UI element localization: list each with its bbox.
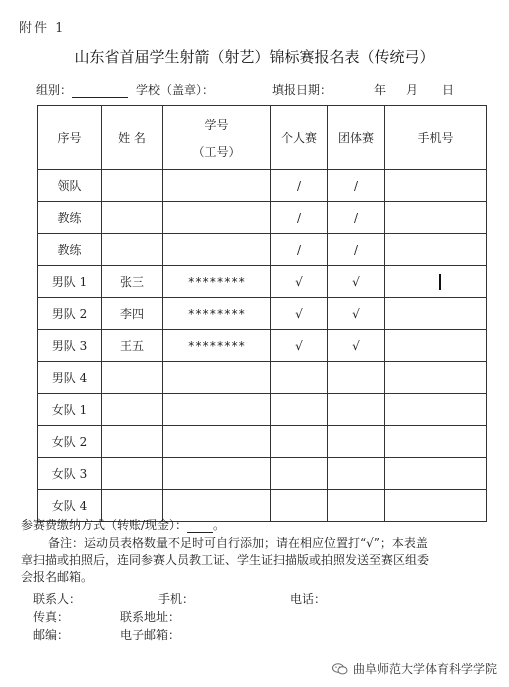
email-label: 电子邮箱： xyxy=(120,628,181,642)
cell-index: 男队 4 xyxy=(38,362,102,394)
cell-id[interactable] xyxy=(163,362,271,394)
cell-index: 男队 1 xyxy=(38,266,102,298)
cell-team[interactable]: √ xyxy=(328,266,385,298)
table-row xyxy=(38,202,487,234)
cell-name[interactable] xyxy=(102,362,163,394)
cell-id[interactable] xyxy=(163,426,271,458)
header-name: 姓 名 xyxy=(102,106,163,170)
table-row xyxy=(38,394,487,426)
cell-index: 领队 xyxy=(38,170,102,202)
registration-table xyxy=(37,105,487,522)
cell-index: 教练 xyxy=(38,202,102,234)
cell-name[interactable]: 李四 xyxy=(102,298,163,330)
date-month-label: 月 xyxy=(406,83,419,97)
cell-team[interactable] xyxy=(328,362,385,394)
cell-name[interactable] xyxy=(102,202,163,234)
cell-phone[interactable] xyxy=(385,458,487,490)
table-row xyxy=(38,330,487,362)
fee-label: 参赛费缴纳方式（转账/现金）： xyxy=(21,518,188,532)
notes-line-2: 章扫描或拍照后，连同参赛人员教工证、学生证扫描版或拍照发送至赛区组委 xyxy=(21,553,430,567)
header-team: 团体赛 xyxy=(328,106,385,170)
cell-team[interactable]: √ xyxy=(328,298,385,330)
cell-individual[interactable] xyxy=(271,458,328,490)
cell-team[interactable] xyxy=(328,458,385,490)
table-row xyxy=(38,298,487,330)
postcode-label: 邮编： xyxy=(33,628,70,642)
notes-line-1: 备注：运动员表格数量不足时可自行添加；请在相应位置打“√”；本表盖 xyxy=(48,536,428,550)
cell-name[interactable] xyxy=(102,394,163,426)
cell-name[interactable] xyxy=(102,426,163,458)
cell-id[interactable]: ******** xyxy=(163,266,271,298)
group-field xyxy=(36,81,128,98)
cell-name[interactable]: 王五 xyxy=(102,330,163,362)
watermark-text: 曲阜师范大学体育科学学院 xyxy=(352,662,497,676)
cell-name[interactable] xyxy=(102,490,163,522)
watermark xyxy=(332,660,497,677)
mobile-label: 手机： xyxy=(158,592,195,606)
fee-end: 。 xyxy=(213,518,226,532)
cell-team[interactable]: / xyxy=(328,170,385,202)
cell-index: 男队 3 xyxy=(38,330,102,362)
cell-phone[interactable] xyxy=(385,298,487,330)
cell-individual[interactable] xyxy=(271,426,328,458)
header-id xyxy=(163,106,271,170)
attachment-label: 附件 1 xyxy=(19,21,66,36)
cell-id[interactable]: ******** xyxy=(163,330,271,362)
cell-phone[interactable] xyxy=(385,394,487,426)
cell-index: 女队 2 xyxy=(38,426,102,458)
cell-individual[interactable]: / xyxy=(271,202,328,234)
cell-id[interactable] xyxy=(163,234,271,266)
cell-team[interactable]: √ xyxy=(328,330,385,362)
cell-team[interactable] xyxy=(328,490,385,522)
cell-name[interactable] xyxy=(102,234,163,266)
cell-individual[interactable] xyxy=(271,490,328,522)
cell-individual[interactable]: / xyxy=(271,170,328,202)
table-row xyxy=(38,170,487,202)
table-row xyxy=(38,458,487,490)
cell-phone[interactable] xyxy=(385,234,487,266)
table-row xyxy=(38,426,487,458)
cell-id[interactable] xyxy=(163,458,271,490)
cell-phone[interactable] xyxy=(385,362,487,394)
text-cursor xyxy=(439,274,441,290)
contact-person-label: 联系人： xyxy=(33,592,82,606)
form-title: 山东省首届学生射箭（射艺）锦标赛报名表（传统弓） xyxy=(74,48,435,66)
header-id-top: 学号 xyxy=(204,117,229,132)
fee-line xyxy=(21,518,225,533)
notes-line-3: 会报名邮箱。 xyxy=(21,570,94,584)
header-id-bottom: （工号） xyxy=(192,144,241,159)
group-label: 组别： xyxy=(36,83,73,97)
header-phone: 手机号 xyxy=(385,106,487,170)
cell-team[interactable] xyxy=(328,426,385,458)
cell-phone[interactable] xyxy=(385,490,487,522)
table-row xyxy=(38,234,487,266)
cell-index: 女队 1 xyxy=(38,394,102,426)
cell-index: 男队 2 xyxy=(38,298,102,330)
cell-phone[interactable] xyxy=(385,266,487,298)
cell-individual[interactable]: √ xyxy=(271,266,328,298)
cell-index: 教练 xyxy=(38,234,102,266)
address-label: 联系地址： xyxy=(120,610,181,624)
cell-id[interactable] xyxy=(163,202,271,234)
date-day-label: 日 xyxy=(442,83,455,97)
cell-id[interactable] xyxy=(163,394,271,426)
cell-id[interactable] xyxy=(163,170,271,202)
cell-individual[interactable]: √ xyxy=(271,330,328,362)
cell-index: 女队 3 xyxy=(38,458,102,490)
table-row xyxy=(38,362,487,394)
phone-label: 电话： xyxy=(290,592,327,606)
fee-blank[interactable] xyxy=(187,520,213,533)
table-row xyxy=(38,266,487,298)
school-label: 学校（盖章）： xyxy=(136,83,215,97)
cell-phone[interactable] xyxy=(385,202,487,234)
cell-name[interactable] xyxy=(102,458,163,490)
cell-phone[interactable] xyxy=(385,330,487,362)
cell-team[interactable] xyxy=(328,394,385,426)
cell-individual[interactable] xyxy=(271,362,328,394)
cell-individual[interactable]: / xyxy=(271,234,328,266)
date-year-label: 年 xyxy=(374,83,387,97)
table-row xyxy=(38,490,487,522)
group-blank[interactable] xyxy=(72,85,128,98)
cell-id[interactable] xyxy=(163,490,271,522)
wechat-icon xyxy=(332,663,348,675)
date-label: 填报日期： xyxy=(272,83,333,97)
header-index: 序号 xyxy=(38,106,102,170)
cell-individual[interactable] xyxy=(271,394,328,426)
cell-phone[interactable] xyxy=(385,170,487,202)
fax-label: 传真： xyxy=(33,610,70,624)
cell-team[interactable]: / xyxy=(328,234,385,266)
cell-team[interactable]: / xyxy=(328,202,385,234)
form-meta-line xyxy=(36,81,489,97)
cell-individual[interactable]: √ xyxy=(271,298,328,330)
cell-index: 女队 4 xyxy=(38,490,102,522)
cell-name[interactable] xyxy=(102,170,163,202)
table-header-row xyxy=(38,106,487,170)
cell-phone[interactable] xyxy=(385,426,487,458)
header-individual: 个人赛 xyxy=(271,106,328,170)
cell-id[interactable]: ******** xyxy=(163,298,271,330)
cell-name[interactable]: 张三 xyxy=(102,266,163,298)
